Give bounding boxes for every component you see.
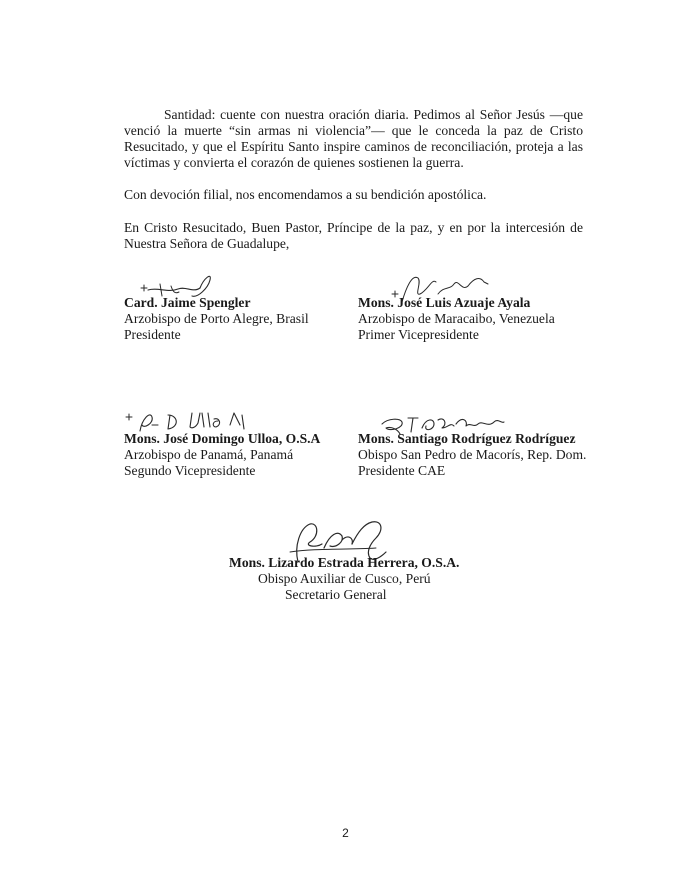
signatory-name: Mons. Lizardo Estrada Herrera, O.S.A. — [229, 555, 460, 570]
signatory-azuaje — [358, 295, 555, 343]
signatory-spengler — [124, 295, 309, 343]
signatory-office: Arzobispo de Maracaibo, Venezuela — [358, 311, 555, 326]
signatory-role: Presidente — [124, 327, 181, 342]
signatory-name: Mons. Santiago Rodríguez Rodríguez — [358, 431, 576, 446]
devotion-paragraph: Con devoción filial, nos encomendamos a su bendición apostólica. — [124, 187, 487, 202]
signatory-office: Arzobispo de Porto Alegre, Brasil — [124, 311, 309, 326]
signatory-office: Obispo San Pedro de Macorís, Rep. Dom. — [358, 447, 587, 462]
signatory-office: Obispo Auxiliar de Cusco, Perú — [258, 571, 431, 586]
signatory-name: Mons. José Luis Azuaje Ayala — [358, 295, 531, 310]
page-number: 2 — [342, 826, 349, 840]
signatory-name: Card. Jaime Spengler — [124, 295, 251, 310]
signatory-role: Primer Vicepresidente — [358, 327, 479, 342]
signatory-ulloa — [124, 431, 320, 479]
signatory-role: Secretario General — [285, 587, 387, 602]
signatory-estrada — [229, 555, 459, 603]
signatory-role: Segundo Vicepresidente — [124, 463, 256, 478]
signatory-role: Presidente CAE — [358, 463, 446, 478]
signatory-name: Mons. José Domingo Ulloa, O.S.A — [124, 431, 321, 446]
signatory-rodriguez — [358, 431, 586, 479]
intercession-paragraph: En Cristo Resucitado, Buen Pastor, Príncipe de la paz, y en por la intercesión de Nuestra Señora de Guadalupe, — [124, 220, 583, 251]
closing-prayer-paragraph: Santidad: cuente con nuestra oración diaria. Pedimos al Señor Jesús —que venció la muerte “sin armas ni violencia”— que le conceda la paz de Cristo Resucitado, y que el Espíritu Santo inspire caminos de reconciliación, proteja a las víctimas y convierta el corazón de quienes sostienen la guerra. — [124, 107, 583, 170]
signatory-office: Arzobispo de Panamá, Panamá — [124, 447, 294, 462]
